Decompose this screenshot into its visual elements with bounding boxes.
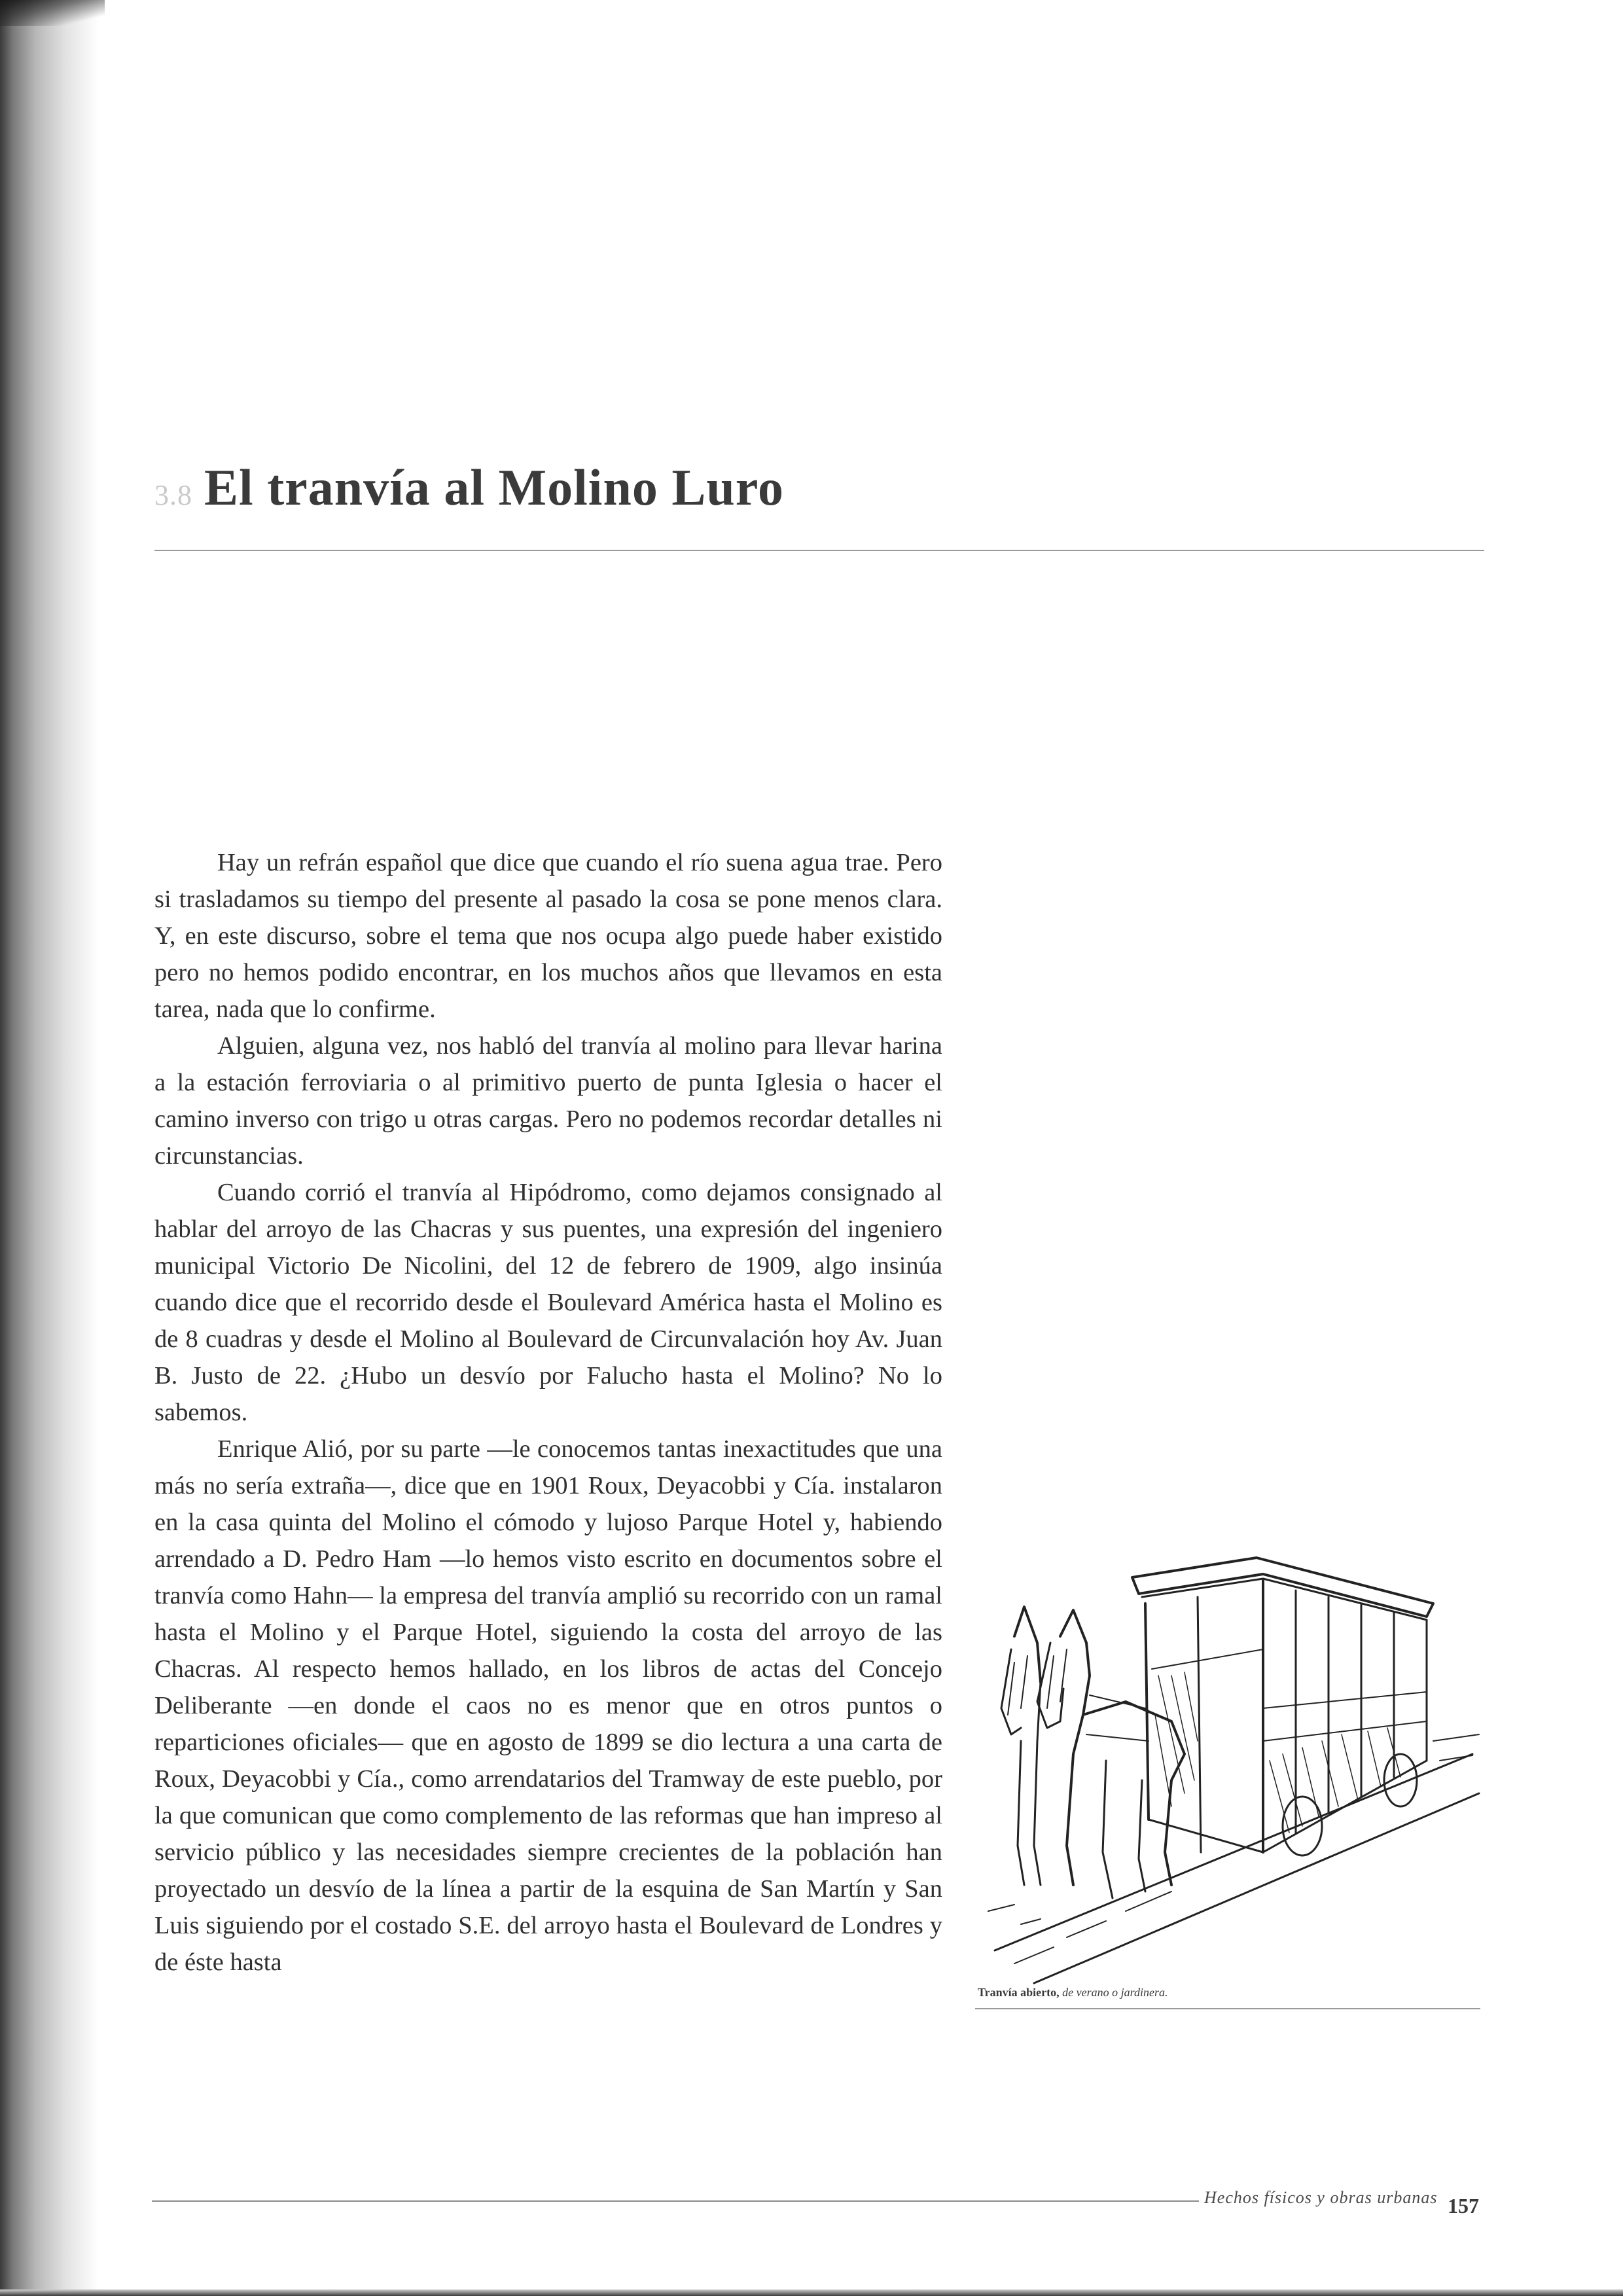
paragraph: Hay un refrán español que dice que cuando el río suena agua trae. Pero si trasladamos su tiempo del presente al pasado la cosa se pone menos clara. Y, en este discurso, sobre el tema que nos ocupa algo puede haber existido pero no hemos podido encontrar, en los muchos años que llevamos en esta tarea, nada que lo confirme. xyxy=(154,849,942,1023)
section-heading xyxy=(154,458,784,517)
running-title: Hechos físicos y obras urbanas xyxy=(1204,2188,1438,2207)
paragraph: Alguien, alguna vez, nos habló del tranvía al molino para llevar harina a la estación ferroviaria o al primitivo puerto de punta Iglesia o hacer el camino inverso con trigo u otras cargas. Pero no podemos recordar detalles ni circunstancias. xyxy=(154,1032,942,1170)
figure-caption xyxy=(978,1986,1168,2000)
body-text xyxy=(154,844,942,1981)
paragraph: Enrique Alió, por su parte —le conocemos tantas inexactitudes que una más no sería extraña—, dice que en 1901 Roux, Deyacobbi y Cía. instalaron en la casa quinta del Molino el cómodo y lujoso Parque Hotel y, habiendo arrendado a D. Pedro Ham —lo hemos visto escrito en documentos sobre el tranvía como Hahn— la empresa del tranvía amplió su recorrido con un ramal hasta el Molino y el Parque Hotel, siguiendo la costa del arroyo de las Chacras. Al respecto hemos hallado, en los libros de actas del Concejo Deliberante —en donde el caos no es menor que en otros puntos o reparticiones oficiales— que en agosto de 1899 se dio lectura a una carta de Roux, Deyacobbi y Cía., como arrendatarios del Tramway de este pueblo, por la que comunican que como complemento de las reformas que han impreso al servicio público y las necesidades siempre crecientes de la población han proyectado un desvío de la línea a partir de la esquina de San Martín y San Luis siguiendo por el costado S.E. del arroyo hasta el Boulevard de Londres y de éste hasta xyxy=(154,1435,942,1976)
heading-divider xyxy=(154,550,1484,551)
page-number: 157 xyxy=(1448,2194,1479,2217)
section-title: El tranvía al Molino Luro xyxy=(204,459,784,516)
page-bottom-edge xyxy=(0,2289,1623,2296)
book-gutter-shadow xyxy=(0,0,98,2296)
paragraph: Cuando corrió el tranvía al Hipódromo, como dejamos consignado al hablar del arroyo de las Chacras y sus puentes, una expresión del ingeniero municipal Victorio De Nicolini, del 12 de febrero de 1909, algo insinúa cuando dice que el recorrido desde el Boulevard América hasta el Molino es de 8 cuadras y desde el Molino al Boulevard de Circunvalación hoy Av. Juan B. Justo de 22. ¿Hubo un desvío por Falucho hasta el Molino? No lo sabemos. xyxy=(154,1179,942,1426)
horse-drawn-tram-icon xyxy=(975,1545,1486,1990)
footer-divider xyxy=(152,2200,1199,2202)
page-corner-shadow xyxy=(0,0,105,26)
caption-subtitle: de verano o jardinera. xyxy=(1062,1986,1168,1999)
section-number: 3.8 xyxy=(154,479,192,511)
caption-title: Tranvía abierto, xyxy=(978,1986,1060,1999)
tram-illustration xyxy=(975,1545,1486,1990)
caption-divider xyxy=(975,2008,1480,2009)
